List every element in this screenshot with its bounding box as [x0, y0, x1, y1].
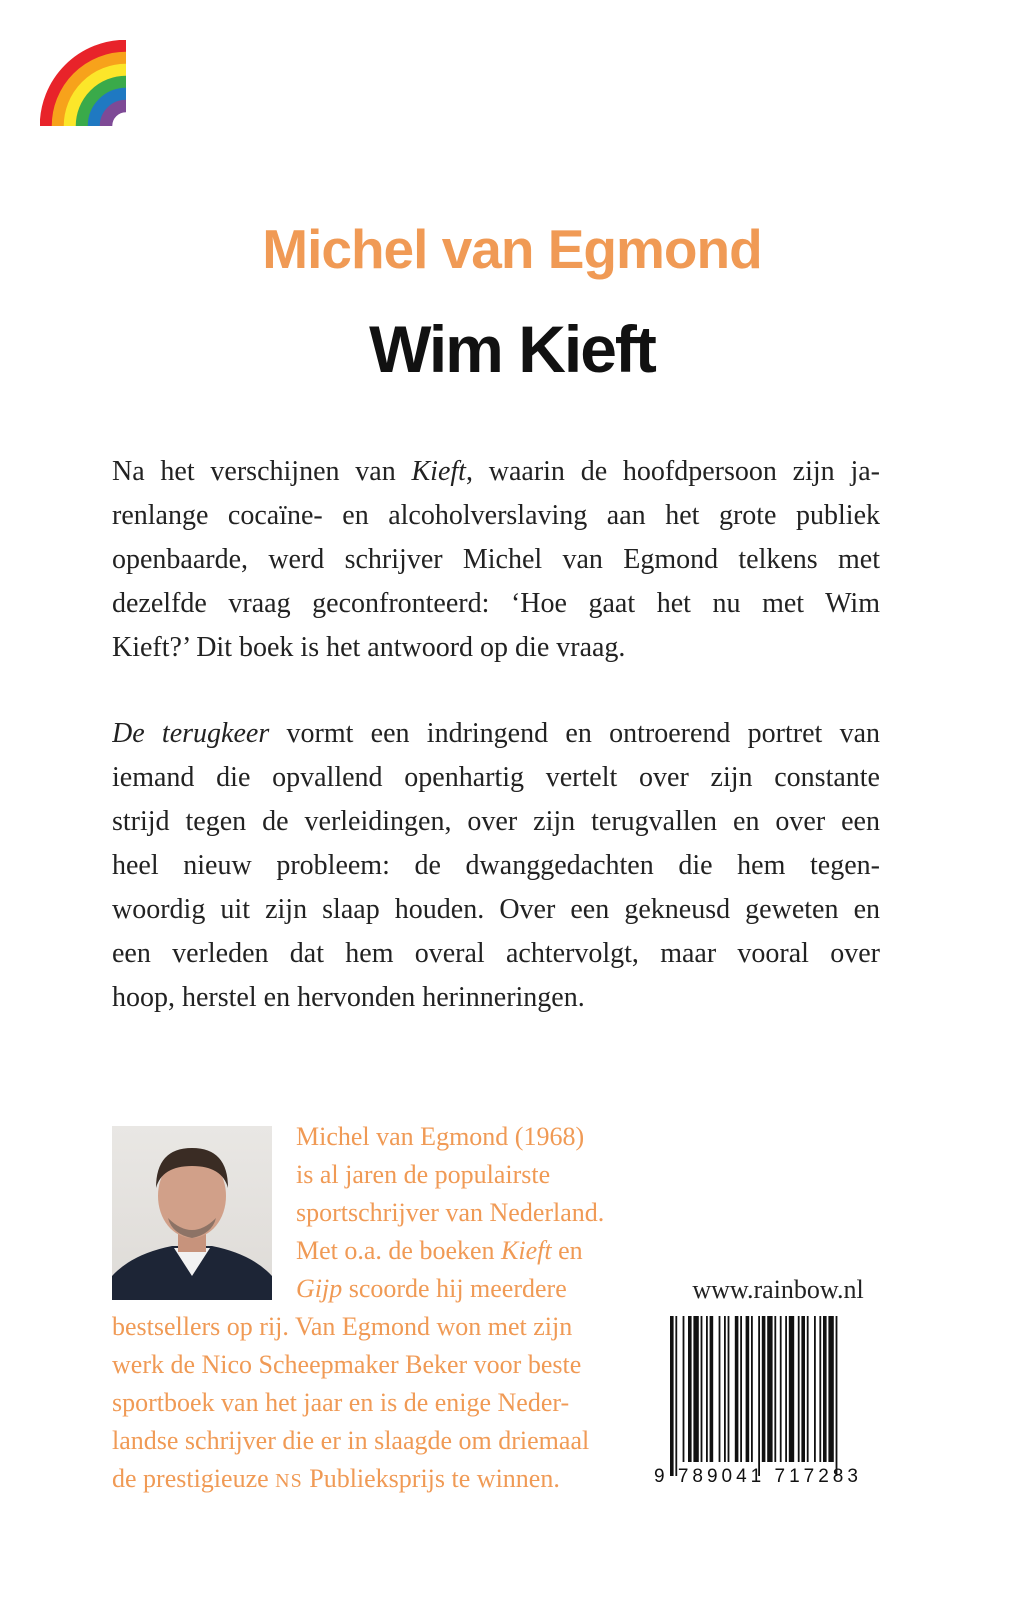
bio-line: bestsellers op rij. Van Egmond won met zijn	[112, 1312, 573, 1341]
barcode-bar	[767, 1316, 772, 1462]
barcode-bar	[819, 1316, 821, 1462]
barcode-bar	[780, 1316, 782, 1462]
barcode-bar	[801, 1316, 805, 1462]
barcode-bar	[693, 1316, 698, 1462]
blurb-line: woordig uit zijn slaap houden. Over een gekneusd geweten en	[112, 894, 880, 925]
bio-line: sportboek van het jaar en is de enige Neder-	[112, 1388, 570, 1417]
blurb-line: hoop, herstel en hervonden herinneringen.	[112, 982, 585, 1013]
barcode-bar	[836, 1316, 838, 1476]
bio-line: werk de Nico Scheepmaker Beker voor beste	[112, 1350, 582, 1379]
barcode-bar	[683, 1316, 685, 1462]
publisher-website: www.rainbow.nl	[692, 1275, 864, 1304]
barcode-bar	[746, 1316, 750, 1462]
bio-line: Met o.a. de boeken Kieft en	[296, 1236, 583, 1265]
barcode-bar	[798, 1316, 800, 1462]
author-photo	[112, 1126, 272, 1300]
barcode-bar	[675, 1316, 677, 1476]
bio-line: de prestigieuze NS Publieksprijs te winnen.	[112, 1464, 560, 1493]
blurb-line: renlange cocaïne- en alcoholverslaving aan het grote publiek	[112, 500, 880, 531]
barcode-bar	[807, 1316, 809, 1462]
barcode-bar	[735, 1316, 739, 1462]
blurb-line: openbaarde, werd schrijver Michel van Egmond telkens met	[112, 544, 880, 575]
blurb-line: Na het verschijnen van Kieft, waarin de hoofdpersoon zijn ja-	[112, 456, 880, 487]
barcode-bar	[785, 1316, 787, 1462]
barcode-bar	[724, 1316, 726, 1462]
blurb-line: De terugkeer vormt een indringend en ontroerend portret van	[112, 718, 880, 749]
barcode-bar	[823, 1316, 827, 1462]
barcode-bar	[789, 1316, 794, 1462]
blurb-line: dezelfde vraag geconfronteerd: ‘Hoe gaat het nu met Wim	[112, 588, 880, 619]
barcode-bar	[710, 1316, 714, 1462]
barcode-bar	[701, 1316, 703, 1462]
bio-line: Michel van Egmond (1968)	[296, 1122, 585, 1151]
rainbow-logo-icon	[40, 40, 126, 126]
blurb-line: strijd tegen de verleidingen, over zijn terugvallen en over een	[112, 806, 880, 837]
barcode-bar	[828, 1316, 833, 1462]
blurb-paragraph-1	[112, 450, 880, 670]
bio-line: Gijp scoorde hij meerdere	[296, 1274, 567, 1303]
barcode-bar	[758, 1316, 760, 1476]
barcode-bar	[814, 1316, 816, 1462]
isbn-digits: 9 789041 717283	[654, 1466, 862, 1487]
blurb-line: Kieft?’ Dit boek is het antwoord op die vraag.	[112, 632, 626, 663]
author-bio-bottom	[112, 1308, 632, 1498]
bio-line: is al jaren de populairste	[296, 1160, 551, 1189]
barcode-bar	[774, 1316, 776, 1462]
rainbow-arc	[106, 106, 126, 126]
barcode-bar	[728, 1316, 730, 1462]
barcode-bar	[706, 1316, 708, 1462]
blurb-line: iemand die opvallend openhartig vertelt over zijn constante	[112, 762, 880, 793]
author-name: Michel van Egmond	[262, 218, 762, 280]
bio-line: sportschrijver van Nederland.	[296, 1198, 605, 1227]
book-title: Wim Kieft	[369, 312, 655, 386]
barcode-bar	[688, 1316, 692, 1462]
barcode-bar	[670, 1316, 674, 1476]
bio-line: landse schrijver die er in slaagde om driemaal	[112, 1426, 590, 1455]
barcode-bar	[751, 1316, 753, 1462]
blurb-line: heel nieuw probleem: de dwanggedachten die hem tegen-	[112, 850, 880, 881]
barcode-bar	[762, 1316, 766, 1462]
blurb-paragraph-2	[112, 712, 880, 1020]
blurb-line: een verleden dat hem overal achtervolgt, maar vooral over	[112, 938, 880, 969]
barcode-bar	[719, 1316, 721, 1462]
barcode-bar	[740, 1316, 742, 1462]
